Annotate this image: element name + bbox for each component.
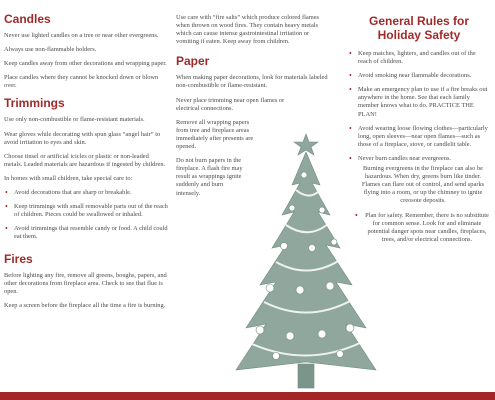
candles-heading: Candles <box>4 12 51 26</box>
footer-bar <box>0 392 495 400</box>
fires-p2: Keep a screen before the fireplace all the time a fire is burning. <box>4 301 166 309</box>
list-item: • Avoid smoking near flammable decorations. <box>348 72 490 80</box>
trimmings-p3: Choose tinsel or artificial icicles or plastic or non-leaded metals. Leaded materials are hazardous if ingested by children. <box>4 152 166 168</box>
trimmings-p2: Wear gloves while decorating with spun glass “angel hair” to avoid irritation to eyes and skin. <box>4 130 161 146</box>
fires-p1: Before lighting any fire, remove all greens, boughs, papers, and other decorations from fireplace area. Check to see that flue is open. <box>4 271 167 295</box>
trimmings-heading: Trimmings <box>4 96 65 111</box>
list-item: • Avoid wearing loose flowing clothes—particularly long, open sleeves—near open flames—such as those of a fireplace, stove, or candlelit table. <box>348 125 490 149</box>
list-item: • Plan for safety. Remember, there is no substitute for common sense. Look for and eliminate potential danger spots near candles, fireplaces, trees, and/or electrical connections. <box>348 212 490 244</box>
trimmings-p4: In homes with small children, take special care to: <box>4 174 133 182</box>
list-item: • Make an emergency plan to use if a fire breaks out anywhere in the home. See that each family member knows what to do. PRACTICE THE PLAN! <box>348 86 490 118</box>
general-heading-line2: Holiday Safety <box>377 28 461 42</box>
paper-p3: Remove all wrapping papers from tree and fireplace areas immediately after presents are opened. <box>176 118 254 151</box>
trimmings-list <box>4 189 168 241</box>
evergreens-lead: Never burn candles near evergreens. <box>358 154 452 162</box>
list-item: • Keep trimmings with small removable parts out of the reach of children. Pieces could be swallowed or inhaled. <box>4 203 168 219</box>
paper-p1: When making paper decorations, look for materials labeled non-combustible or flame-resistant. <box>176 74 328 90</box>
candles-p1: Never use lighted candles on a tree or near other evergreens. <box>4 32 159 39</box>
trimmings-p1: Use only non-combustible or flame-resistant materials. <box>4 116 145 124</box>
list-item: • Avoid decorations that are sharp or breakable. <box>4 189 168 197</box>
fire-salts-paragraph: Use care with “fire salts” which produce colored flames when thrown on wood fires. They contain heavy metals which can cause intense gastrointestinal irritation or vomiting if eaten. Keep away from children. <box>176 14 320 46</box>
paper-p4: Do not burn papers in the fireplace. A flash fire may result as wrappings ignite suddenly and burn intensely. <box>176 157 243 197</box>
candles-p2: Always use non-flammable holders. <box>4 46 97 54</box>
evergreens-paragraph: Burning evergreens in the fireplace can also be hazardous. When dry, greens burn like tinder. Flames can flare out of control, and send sparks flying into a room, or up the chimney to ignite creosote deposits. <box>361 165 485 205</box>
candles-p3: Keep candles away from other decorations and wrapping paper. <box>4 60 167 68</box>
paper-heading: Paper <box>176 54 210 69</box>
general-heading-line1: General Rules for <box>368 14 470 28</box>
column-left <box>4 0 168 316</box>
christmas-tree-illustration <box>200 130 380 392</box>
candles-p4: Place candles where they cannot be knocked down or blown over. <box>4 74 159 90</box>
paper-p2: Never place trimming near open flames or electrical connections. <box>176 96 285 112</box>
list-item: • Keep matches, lighters, and candles out of the reach of children. <box>348 50 490 66</box>
fires-heading: Fires <box>4 251 33 266</box>
list-item: • Avoid trimmings that resemble candy or food. A child could eat them. <box>4 225 168 241</box>
